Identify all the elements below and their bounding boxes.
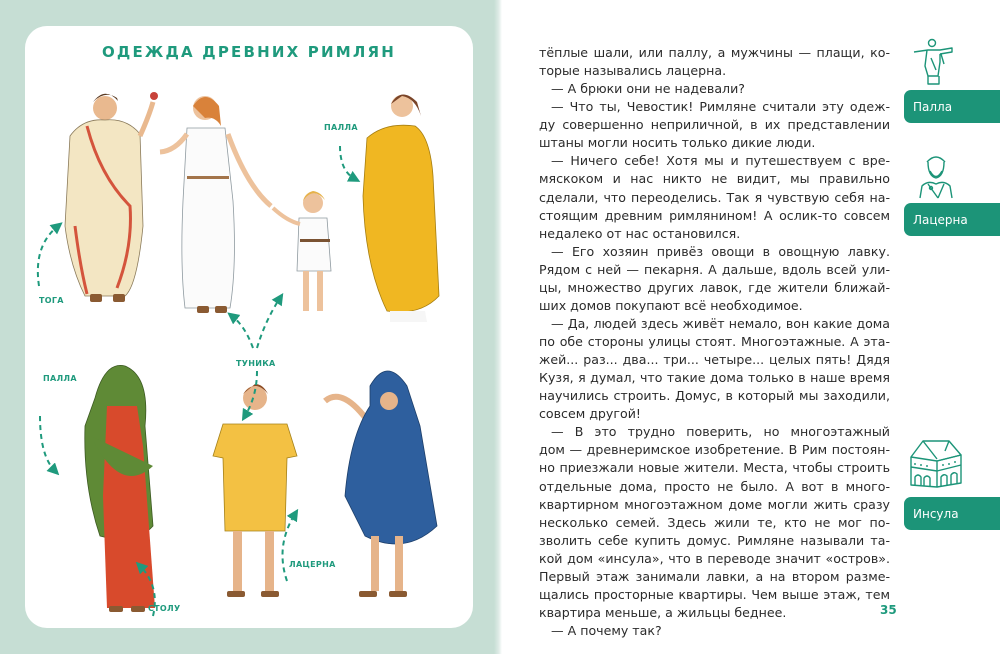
- tab-label: Палла: [913, 99, 953, 114]
- text-line: по обе стороны улицы стоят. Многоэтажные. А эта-: [539, 334, 890, 349]
- text-line: Рядом с ней — пекарня. А дальше, вдоль всей ули-: [539, 261, 890, 277]
- text-line: цы, множество других лавок, где жители ближай-: [539, 279, 890, 295]
- tab-label: Лацерна: [913, 212, 968, 227]
- page-number: 35: [880, 603, 897, 617]
- tab-label: Инсула: [913, 506, 959, 521]
- text-line: штаны могли носить только дикие люди.: [539, 135, 816, 151]
- text-line: — В это трудно поверить, но многоэтажный: [551, 424, 890, 440]
- label-palla-top: ПАЛЛА: [324, 123, 358, 132]
- label-lacerna: ЛАЦЕРНА: [289, 560, 336, 569]
- bust-lacerna-icon: [916, 152, 956, 200]
- text-line: но приезжали новые жители. Места, чтобы строить: [539, 460, 890, 476]
- text-line: торые назывались лацерна.: [539, 63, 727, 79]
- text-line: квартира меньше, а жильцы беднее.: [539, 604, 787, 620]
- man-in-toga-figure: [65, 92, 158, 302]
- story-text: [539, 44, 890, 640]
- text-line: тёплые шали, или паллу, а мужчины — плащи, ко-: [539, 45, 890, 60]
- text-line: недалеко от нас остановился.: [539, 225, 741, 241]
- sidebar-tab-lacerna[interactable]: [904, 203, 1000, 236]
- text-line: научились строить. Домус, в который мы заходили,: [539, 388, 890, 404]
- text-line: мяскоком и нас никто не видит, мы правильно: [539, 171, 890, 187]
- text-line: совсем другой!: [539, 406, 641, 422]
- sidebar-tab-insula[interactable]: [904, 497, 1000, 530]
- text-line: щались просторные квартиры. Чем выше этаж, тем: [539, 586, 890, 602]
- text-line: Кузя, я думал, что такие дома только в наше время: [539, 370, 890, 386]
- text-line: жей... раз... два... три... четыре... целых пять! Дядя: [539, 352, 890, 368]
- man-in-blue-lacerna-figure: [325, 371, 437, 597]
- text-line: квартирном многоэтажном доме могли жить сразу: [539, 496, 890, 512]
- text-line: несколько семей. Здесь жили те, кто не мог по-: [539, 514, 890, 530]
- book-gutter: [494, 0, 502, 654]
- text-line: — Ничего себе! Хотя мы и путешествуем с вре-: [551, 153, 890, 169]
- text-line: — А почему так?: [551, 623, 662, 638]
- text-line: Первый этаж занимали лавки, а на втором разме-: [539, 568, 890, 584]
- text-line: стоящим древним римлянином! А ослик-то совсем: [539, 207, 890, 223]
- sidebar-tab-palla[interactable]: [904, 90, 1000, 123]
- label-toga: ТОГА: [39, 296, 64, 305]
- woman-in-green-palla-figure: [85, 365, 155, 612]
- text-line: ду совершенно неприличной, в их представлении: [539, 117, 890, 133]
- woman-in-white-tunic-figure: [160, 96, 271, 313]
- illustration-card: [25, 26, 473, 628]
- woman-in-yellow-palla-figure: [363, 94, 439, 322]
- text-line: — Его хозяин привёз овощи в овощную лавку.: [551, 243, 890, 259]
- man-in-yellow-tunic-figure: [213, 384, 297, 597]
- insula-building-icon: [907, 437, 965, 489]
- label-tunika: ТУНИКА: [236, 359, 276, 368]
- text-line: отдельные дома, просто не было. А вот в много-: [539, 478, 890, 494]
- text-line: дом — древнеримское изобретение. В Рим постоян-: [539, 442, 890, 458]
- text-line: кой дом «инсула», что в переводе значит «остров».: [539, 550, 890, 566]
- label-palla-bottom: ПАЛЛА: [43, 374, 77, 383]
- page-title: ОДЕЖДА ДРЕВНИХ РИМЛЯН: [101, 43, 397, 61]
- roman-clothing-illustration: [25, 26, 473, 628]
- text-line: — Да, людей здесь живёт немало, вон какие дома: [551, 315, 890, 331]
- text-line: ших домов покупают всё необходимое.: [539, 297, 803, 313]
- text-line: — Что ты, Чевостик! Римляне считали эту одеж-: [551, 99, 890, 115]
- text-line: зволить себе купить домус. Римляне называли та-: [539, 532, 890, 548]
- label-stola: СТОЛУ: [148, 604, 181, 613]
- text-line: — А брюки они не надевали?: [551, 81, 745, 97]
- child-in-tunic-figure: [273, 191, 331, 311]
- statue-palla-icon: [910, 36, 956, 86]
- text-line: сделали, что переоделись. Так я чувствую себя на-: [539, 189, 890, 205]
